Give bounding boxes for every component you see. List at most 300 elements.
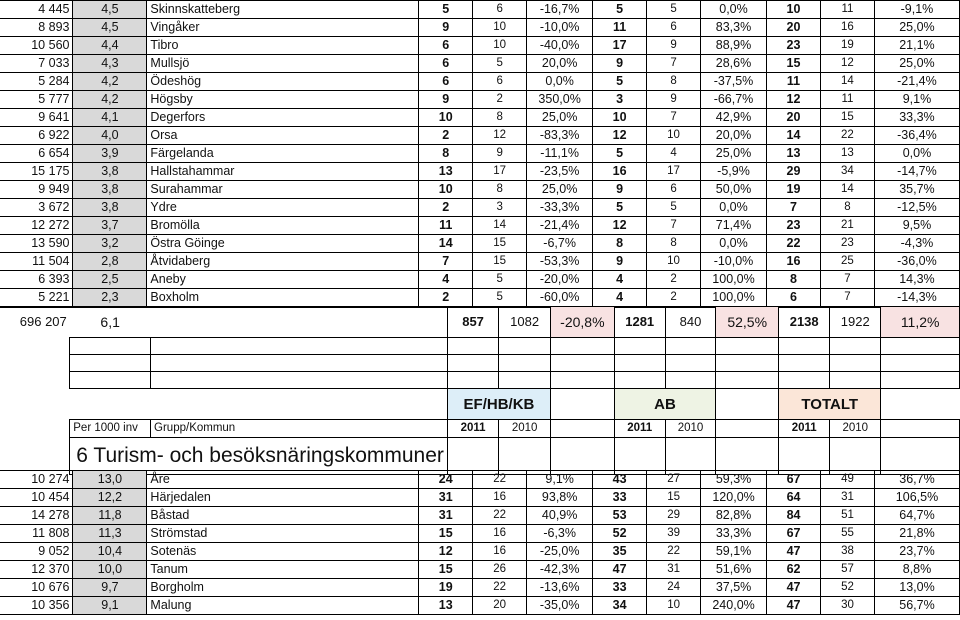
cell-ab-2011: 10 [593,109,647,127]
cell-per1000: 9,7 [73,579,147,597]
total-ab-2011: 1281 [614,307,665,338]
cell-total-2010: 14 [820,73,874,91]
cell-total-2011: 23 [766,37,820,55]
cell-total-2010: 8 [820,199,874,217]
cell-total-2010: 34 [820,163,874,181]
cell-population: 13 590 [0,235,73,253]
header-ef-2010: 2010 [499,420,551,438]
cell-per1000: 3,2 [73,235,147,253]
cell-ab-change: 37,5% [701,579,767,597]
cell-ef-2010: 17 [473,163,527,181]
cell-municipality: Högsby [147,91,419,109]
cell-ef-change: -6,7% [527,235,593,253]
cell-municipality: Mullsjö [147,55,419,73]
cell-ef-change: 9,1% [527,471,593,489]
header-total-2010: 2010 [830,420,881,438]
cell-ef-2011: 4 [419,271,473,289]
cell-ef-change: -6,3% [527,525,593,543]
cell-ab-2010: 8 [647,73,701,91]
cell-ef-2010: 16 [473,525,527,543]
cell-population: 14 278 [0,507,73,525]
cell-total-change: 14,3% [874,271,959,289]
cell-per1000: 4,1 [73,109,147,127]
cell-ef-2011: 9 [419,19,473,37]
cell-ab-2010: 4 [647,145,701,163]
cell-population: 4 445 [0,1,73,19]
cell-municipality: Tibro [147,37,419,55]
cell-total-change: -14,3% [874,289,959,308]
cell-municipality: Åre [147,471,419,489]
cell-ab-2010: 5 [647,199,701,217]
cell-total-change: -12,5% [874,199,959,217]
cell-per1000: 10,4 [73,543,147,561]
top-rows [0,1,960,308]
cell-ef-2011: 31 [419,489,473,507]
total-ef-2010: 1082 [499,307,551,338]
cell-total-2011: 13 [766,145,820,163]
cell-ef-change: -11,1% [527,145,593,163]
cell-ef-2011: 14 [419,235,473,253]
cell-ab-change: 88,9% [701,37,767,55]
total-population: 696 207 [19,314,67,329]
cell-ef-2011: 19 [419,579,473,597]
table-row [0,235,960,253]
cell-ef-change: -83,3% [527,127,593,145]
header-ef-2011: 2011 [447,420,498,438]
cell-total-change: 21,8% [875,525,960,543]
cell-ab-change: 33,3% [701,525,767,543]
cell-total-2011: 84 [767,507,821,525]
cell-ab-2010: 9 [647,37,701,55]
cell-municipality: Hallstahammar [147,163,419,181]
cell-ab-2011: 4 [593,289,647,308]
cell-per1000: 3,9 [73,145,147,163]
cell-population: 10 560 [0,37,73,55]
blank-row [0,338,960,355]
cell-municipality: Surahammar [147,181,419,199]
cell-population: 10 676 [0,579,73,597]
cell-total-change: 23,7% [875,543,960,561]
cell-total-2011: 67 [767,525,821,543]
cell-total-change: 35,7% [874,181,959,199]
table-row [0,289,960,308]
cell-ef-change: 93,8% [527,489,593,507]
cell-ef-2011: 9 [419,91,473,109]
cell-population: 3 672 [0,199,73,217]
cell-ab-2010: 9 [647,91,701,109]
cell-ab-2011: 5 [593,199,647,217]
cell-total-2011: 20 [766,109,820,127]
total-ef-change: -20,8% [551,307,615,338]
cell-population: 11 808 [0,525,73,543]
cell-total-2011: 6 [766,289,820,308]
cell-ef-change: 0,0% [527,73,593,91]
cell-ef-2011: 6 [419,55,473,73]
table-row [0,91,960,109]
cell-total-change: 106,5% [875,489,960,507]
cell-population: 8 893 [0,19,73,37]
cell-total-2011: 47 [767,579,821,597]
cell-ef-2010: 5 [473,271,527,289]
cell-ab-2010: 10 [647,253,701,271]
cell-population: 10 454 [0,489,73,507]
cell-ab-2010: 2 [647,271,701,289]
cell-municipality: Vingåker [147,19,419,37]
cell-ef-change: -42,3% [527,561,593,579]
cell-ef-2010: 9 [473,145,527,163]
table-row [0,579,960,597]
cell-total-2010: 55 [821,525,875,543]
cell-ab-change: -10,0% [701,253,767,271]
total-all-2011: 2138 [779,307,830,338]
table-row [0,73,960,91]
cell-ab-change: 100,0% [701,289,767,308]
cell-municipality: Härjedalen [147,489,419,507]
cell-total-2010: 19 [820,37,874,55]
cell-municipality: Bromölla [147,217,419,235]
cell-ef-change: -60,0% [527,289,593,308]
cell-total-change: 64,7% [875,507,960,525]
cell-population: 15 175 [0,163,73,181]
cell-population: 11 504 [0,253,73,271]
table-row [0,543,960,561]
cell-municipality: Malung [147,597,419,615]
cell-ab-2011: 33 [593,579,647,597]
total-per1000: 6,1 [100,313,120,330]
cell-ef-2011: 6 [419,73,473,91]
cell-total-2010: 49 [821,471,875,489]
bottom-rows [0,471,960,615]
cell-total-change: 56,7% [875,597,960,615]
cell-total-change: -36,0% [874,253,959,271]
cell-total-2011: 16 [766,253,820,271]
cell-total-2010: 7 [820,289,874,308]
cell-per1000: 3,8 [73,163,147,181]
cell-population: 10 274 [0,471,73,489]
cell-ab-2010: 27 [647,471,701,489]
cell-ab-change: 120,0% [701,489,767,507]
cell-ef-2010: 6 [473,1,527,19]
cell-ef-2011: 10 [419,181,473,199]
cell-per1000: 3,8 [73,199,147,217]
cell-ab-2011: 33 [593,489,647,507]
cell-ef-2011: 15 [419,525,473,543]
cell-ab-2010: 7 [647,109,701,127]
cell-ab-change: 240,0% [701,597,767,615]
cell-total-change: 0,0% [874,145,959,163]
cell-municipality: Degerfors [147,109,419,127]
cell-ab-2011: 9 [593,181,647,199]
total-name-blank [151,307,448,338]
cell-ab-2011: 47 [593,561,647,579]
cell-ef-2010: 16 [473,489,527,507]
cell-ab-change: 100,0% [701,271,767,289]
cell-ef-2010: 15 [473,253,527,271]
cell-ab-change: 25,0% [701,145,767,163]
cell-per1000: 12,2 [73,489,147,507]
cell-ab-2010: 17 [647,163,701,181]
cell-ef-2010: 22 [473,579,527,597]
cell-per1000: 3,7 [73,217,147,235]
cell-total-2010: 14 [820,181,874,199]
cell-ef-change: -40,0% [527,37,593,55]
cell-total-2011: 47 [767,543,821,561]
blank-row [0,355,960,372]
cell-total-2011: 64 [767,489,821,507]
section-title: 6 Turism- och besöksnäringskommuner [70,438,448,475]
cell-per1000: 11,3 [73,525,147,543]
cell-population: 9 949 [0,181,73,199]
cell-ab-2010: 22 [647,543,701,561]
table-row [0,471,960,489]
cell-ef-2010: 22 [473,471,527,489]
cell-ef-2011: 12 [419,543,473,561]
cell-ab-2011: 5 [593,73,647,91]
cell-ef-change: 350,0% [527,91,593,109]
cell-ef-change: -16,7% [527,1,593,19]
cell-municipality: Tanum [147,561,419,579]
table-row [0,127,960,145]
cell-ef-2011: 13 [419,597,473,615]
cell-per1000: 4,2 [73,91,147,109]
cell-population: 7 033 [0,55,73,73]
cell-ef-change: -53,3% [527,253,593,271]
cell-ab-2010: 31 [647,561,701,579]
cell-per1000: 4,2 [73,73,147,91]
cell-ef-2010: 12 [473,127,527,145]
cell-ef-2011: 2 [419,289,473,308]
cell-total-2010: 16 [820,19,874,37]
summary-and-header-table [0,306,960,475]
cell-ef-change: 25,0% [527,181,593,199]
cell-total-2010: 25 [820,253,874,271]
cell-ab-2010: 7 [647,55,701,73]
cell-ef-2010: 16 [473,543,527,561]
cell-ef-2010: 22 [473,507,527,525]
cell-municipality: Ydre [147,199,419,217]
cell-ef-2010: 8 [473,109,527,127]
cell-ef-change: -35,0% [527,597,593,615]
cell-ef-change: -25,0% [527,543,593,561]
cell-municipality: Östra Göinge [147,235,419,253]
cell-municipality: Båstad [147,507,419,525]
cell-population: 9 641 [0,109,73,127]
cell-ab-2010: 6 [647,181,701,199]
cell-ab-2011: 52 [593,525,647,543]
cell-population: 9 052 [0,543,73,561]
cell-total-2010: 31 [821,489,875,507]
total-ef-2011: 857 [447,307,498,338]
cell-municipality: Skinnskatteberg [147,1,419,19]
cell-total-change: 8,8% [875,561,960,579]
cell-total-2011: 19 [766,181,820,199]
cell-population: 10 356 [0,597,73,615]
cell-total-change: -21,4% [874,73,959,91]
cell-ab-2010: 39 [647,525,701,543]
cell-ef-2011: 11 [419,217,473,235]
table-row [0,181,960,199]
cell-ab-2010: 15 [647,489,701,507]
cell-total-change: -9,1% [874,1,959,19]
cell-municipality: Aneby [147,271,419,289]
cell-ab-change: 28,6% [701,55,767,73]
cell-ab-2010: 10 [647,597,701,615]
cell-total-change: -4,3% [874,235,959,253]
cell-total-2010: 13 [820,145,874,163]
cell-ef-change: 40,9% [527,507,593,525]
cell-per1000: 2,5 [73,271,147,289]
cell-ab-2011: 8 [593,235,647,253]
group-header-row [0,389,960,420]
cell-per1000: 11,8 [73,507,147,525]
cell-ef-change: -20,0% [527,271,593,289]
total-all-change: 11,2% [881,307,960,338]
cell-ab-2010: 5 [647,1,701,19]
cell-ab-2011: 11 [593,19,647,37]
cell-municipality: Ödeshög [147,73,419,91]
cell-ef-2011: 15 [419,561,473,579]
cell-total-change: 36,7% [875,471,960,489]
cell-per1000: 4,4 [73,37,147,55]
cell-total-2011: 7 [766,199,820,217]
header-ab-2010: 2010 [665,420,716,438]
cell-total-2010: 21 [820,217,874,235]
cell-ef-change: -21,4% [527,217,593,235]
cell-total-change: 9,5% [874,217,959,235]
cell-municipality: Färgelanda [147,145,419,163]
cell-ab-change: 0,0% [701,1,767,19]
cell-ef-2011: 31 [419,507,473,525]
cell-population: 5 284 [0,73,73,91]
cell-ef-change: 20,0% [527,55,593,73]
cell-ab-change: 59,3% [701,471,767,489]
cell-ef-change: -13,6% [527,579,593,597]
cell-total-2011: 22 [766,235,820,253]
cell-ef-2010: 5 [473,289,527,308]
cell-total-2011: 20 [766,19,820,37]
cell-ab-change: 42,9% [701,109,767,127]
cell-municipality: Borgholm [147,579,419,597]
cell-population: 6 654 [0,145,73,163]
cell-ab-2011: 9 [593,55,647,73]
table-row [0,109,960,127]
table-row [0,145,960,163]
cell-ef-2011: 7 [419,253,473,271]
cell-ab-2010: 2 [647,289,701,308]
cell-total-2010: 30 [821,597,875,615]
cell-ef-change: -10,0% [527,19,593,37]
cell-ef-2010: 2 [473,91,527,109]
cell-ef-2011: 5 [419,1,473,19]
header-per1000: Per 1000 inv [70,420,151,438]
cell-ab-change: 82,8% [701,507,767,525]
cell-ef-2010: 14 [473,217,527,235]
cell-total-2010: 11 [820,1,874,19]
cell-total-2010: 51 [821,507,875,525]
cell-ef-2010: 8 [473,181,527,199]
cell-population: 6 922 [0,127,73,145]
cell-ef-change: -33,3% [527,199,593,217]
section-heading-row [0,438,960,475]
cell-ef-2010: 20 [473,597,527,615]
cell-ab-change: 0,0% [701,235,767,253]
table-row [0,19,960,37]
cell-total-2011: 23 [766,217,820,235]
cell-population: 12 272 [0,217,73,235]
table-row [0,507,960,525]
header-grupp-kommun: Grupp/Kommun [151,420,448,438]
group-ef-hb-kb: EF/HB/KB [447,389,550,420]
table-row [0,55,960,73]
cell-population: 12 370 [0,561,73,579]
cell-total-2011: 62 [767,561,821,579]
total-all-2010: 1922 [830,307,881,338]
column-header-row [0,420,960,438]
cell-per1000: 9,1 [73,597,147,615]
cell-municipality: Strömstad [147,525,419,543]
cell-total-2010: 22 [820,127,874,145]
cell-total-change: -36,4% [874,127,959,145]
cell-ab-2010: 29 [647,507,701,525]
cell-ab-2011: 9 [593,253,647,271]
cell-ef-2010: 6 [473,73,527,91]
cell-population: 5 777 [0,91,73,109]
cell-ef-change: 25,0% [527,109,593,127]
cell-total-2010: 11 [820,91,874,109]
table-row [0,489,960,507]
header-ab-2011: 2011 [614,420,665,438]
cell-total-2011: 14 [766,127,820,145]
table-row [0,561,960,579]
cell-ab-2011: 17 [593,37,647,55]
header-total-2011: 2011 [779,420,830,438]
cell-ab-2010: 10 [647,127,701,145]
group-ab: AB [614,389,716,420]
table-row [0,1,960,19]
total-row [0,307,960,338]
cell-ef-2010: 10 [473,37,527,55]
cell-total-2011: 8 [766,271,820,289]
cell-total-2010: 12 [820,55,874,73]
cell-ab-2010: 8 [647,235,701,253]
cell-per1000: 4,5 [73,1,147,19]
cell-per1000: 13,0 [73,471,147,489]
cell-ef-2011: 13 [419,163,473,181]
cell-total-change: 25,0% [874,19,959,37]
table-row [0,253,960,271]
cell-ab-2011: 35 [593,543,647,561]
cell-total-2010: 52 [821,579,875,597]
cell-ab-2011: 12 [593,127,647,145]
cell-ab-2011: 5 [593,145,647,163]
cell-total-2010: 38 [821,543,875,561]
cell-total-change: 21,1% [874,37,959,55]
cell-ab-change: 20,0% [701,127,767,145]
cell-ef-2011: 10 [419,109,473,127]
cell-ab-2011: 3 [593,91,647,109]
cell-per1000: 4,0 [73,127,147,145]
cell-ab-change: -66,7% [701,91,767,109]
cell-ef-2011: 2 [419,127,473,145]
cell-ab-change: -5,9% [701,163,767,181]
cell-ef-change: -23,5% [527,163,593,181]
cell-ab-2011: 5 [593,1,647,19]
table-row [0,199,960,217]
group-totalt: TOTALT [779,389,881,420]
table-row [0,525,960,543]
cell-total-change: 9,1% [874,91,959,109]
table-row [0,597,960,615]
